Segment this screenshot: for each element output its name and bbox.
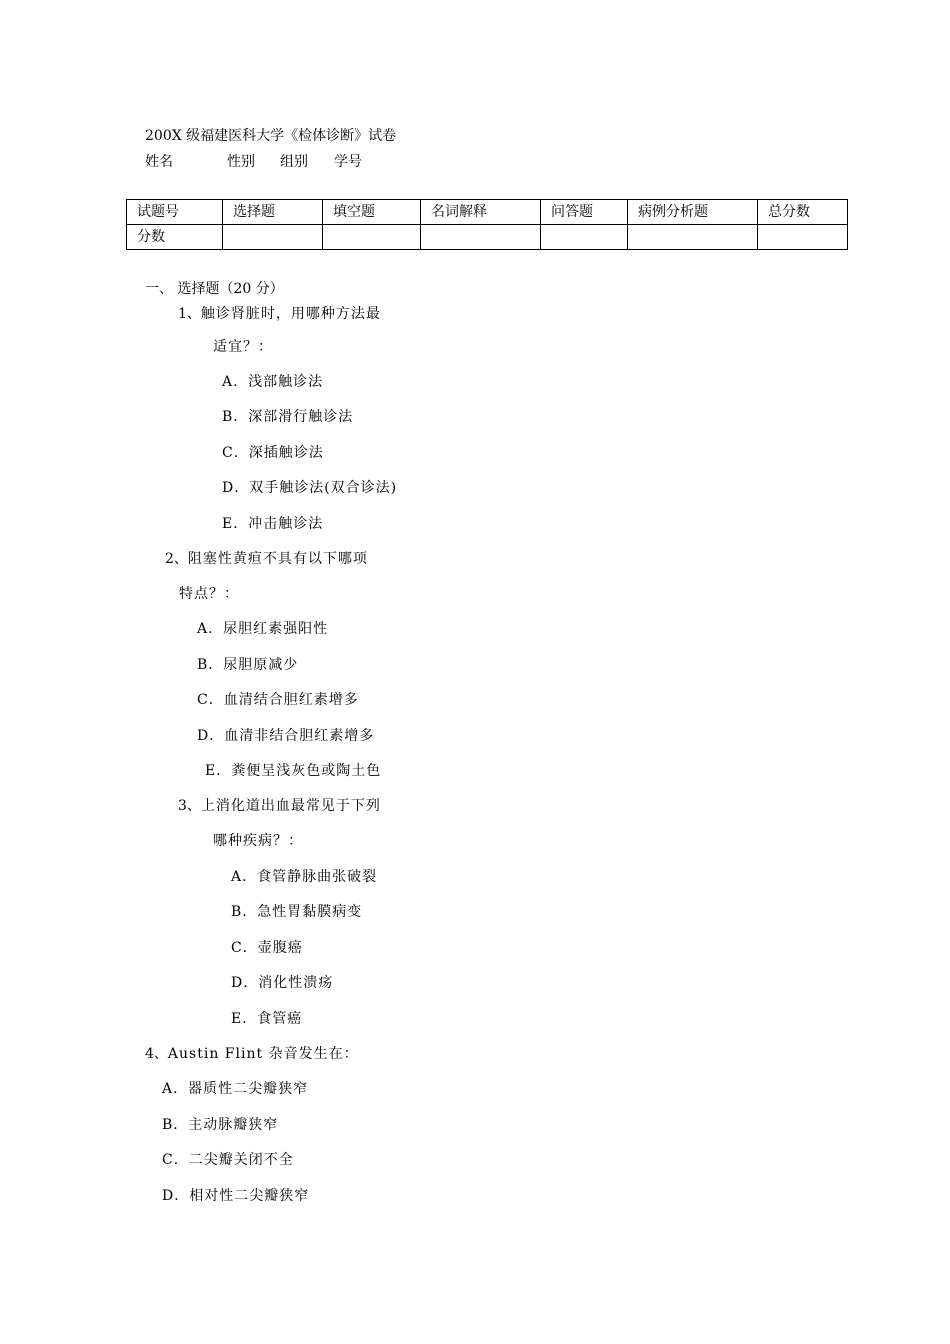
question-2-option-c: C．血清结合胆红素增多	[197, 692, 359, 708]
question-number: 3、	[178, 798, 201, 814]
score-table-score-row	[127, 225, 848, 250]
exam-title: 200X 级福建医科大学《检体诊断》试卷	[145, 128, 397, 144]
question-text: Austin Flint 杂音发生在：	[167, 1046, 359, 1062]
score-row-label: 分数	[127, 225, 223, 250]
question-4-line1	[145, 1045, 359, 1063]
score-cell-qa	[541, 225, 628, 250]
student-id-label: 学号	[334, 154, 362, 170]
header-cell-term-explanation: 名词解释	[421, 200, 541, 225]
question-2-option-a: A．尿胆红素强阳性	[197, 621, 329, 637]
score-table	[126, 199, 848, 250]
header-cell-total: 总分数	[758, 200, 848, 225]
question-1-option-e: E．冲击触诊法	[222, 516, 324, 532]
score-cell-total	[758, 225, 848, 250]
question-2-line2: 特点？：	[179, 586, 239, 602]
question-text: 上消化道出血最常见于下列	[200, 798, 381, 814]
question-2-line1	[165, 550, 368, 568]
question-3-option-b: B．急性胃黏膜病变	[231, 904, 363, 920]
question-text: 阻塞性黄疸不具有以下哪项	[187, 551, 368, 567]
score-cell-choice	[223, 225, 323, 250]
question-1-option-d: D．双手触诊法(双合诊法)	[222, 480, 398, 496]
question-4-option-c: C．二尖瓣关闭不全	[162, 1152, 294, 1168]
question-3-option-d: D．消化性溃疡	[231, 975, 334, 991]
score-cell-fill-blank	[323, 225, 421, 250]
question-number: 1、	[178, 306, 201, 322]
question-1-option-c: C．深插触诊法	[222, 445, 324, 461]
score-table-header-row	[127, 200, 848, 225]
section-title-choice: 一、 选择题（20 分）	[145, 281, 284, 297]
question-1-line1	[178, 305, 381, 323]
question-number: 4、	[145, 1046, 168, 1062]
question-4-option-b: B．主动脉瓣狭窄	[162, 1117, 279, 1133]
question-text: 触诊肾脏时，用哪种方法最	[200, 306, 381, 322]
student-info-line	[145, 153, 362, 171]
question-3-option-e: E．食管癌	[231, 1011, 303, 1027]
question-2-option-d: D．血清非结合胆红素增多	[197, 728, 375, 744]
question-3-line1	[178, 797, 381, 815]
question-number: 2、	[165, 551, 188, 567]
question-1-option-a: A．浅部触诊法	[222, 374, 324, 390]
header-cell-fill-blank: 填空题	[323, 200, 421, 225]
gender-label: 性别	[227, 154, 255, 170]
question-3-option-c: C．壶腹癌	[231, 940, 303, 956]
question-1-line2: 适宜？：	[213, 339, 273, 355]
header-cell-choice: 选择题	[223, 200, 323, 225]
header-cell-case-analysis: 病例分析题	[628, 200, 758, 225]
question-1-option-b: B．深部滑行触诊法	[222, 409, 354, 425]
question-2-option-e: E．粪便呈浅灰色或陶土色	[205, 763, 382, 779]
score-cell-case-analysis	[628, 225, 758, 250]
question-4-option-d: D．相对性二尖瓣狭窄	[162, 1188, 310, 1204]
question-4-option-a: A．器质性二尖瓣狭窄	[162, 1081, 309, 1097]
question-3-option-a: A．食管静脉曲张破裂	[231, 869, 378, 885]
question-2-option-b: B．尿胆原减少	[197, 657, 299, 673]
header-cell-question-no: 试题号	[127, 200, 223, 225]
header-cell-qa: 问答题	[541, 200, 628, 225]
group-label: 组别	[280, 154, 308, 170]
score-cell-term-explanation	[421, 225, 541, 250]
name-label: 姓名	[145, 154, 173, 170]
question-3-line2: 哪种疾病？：	[213, 833, 303, 849]
